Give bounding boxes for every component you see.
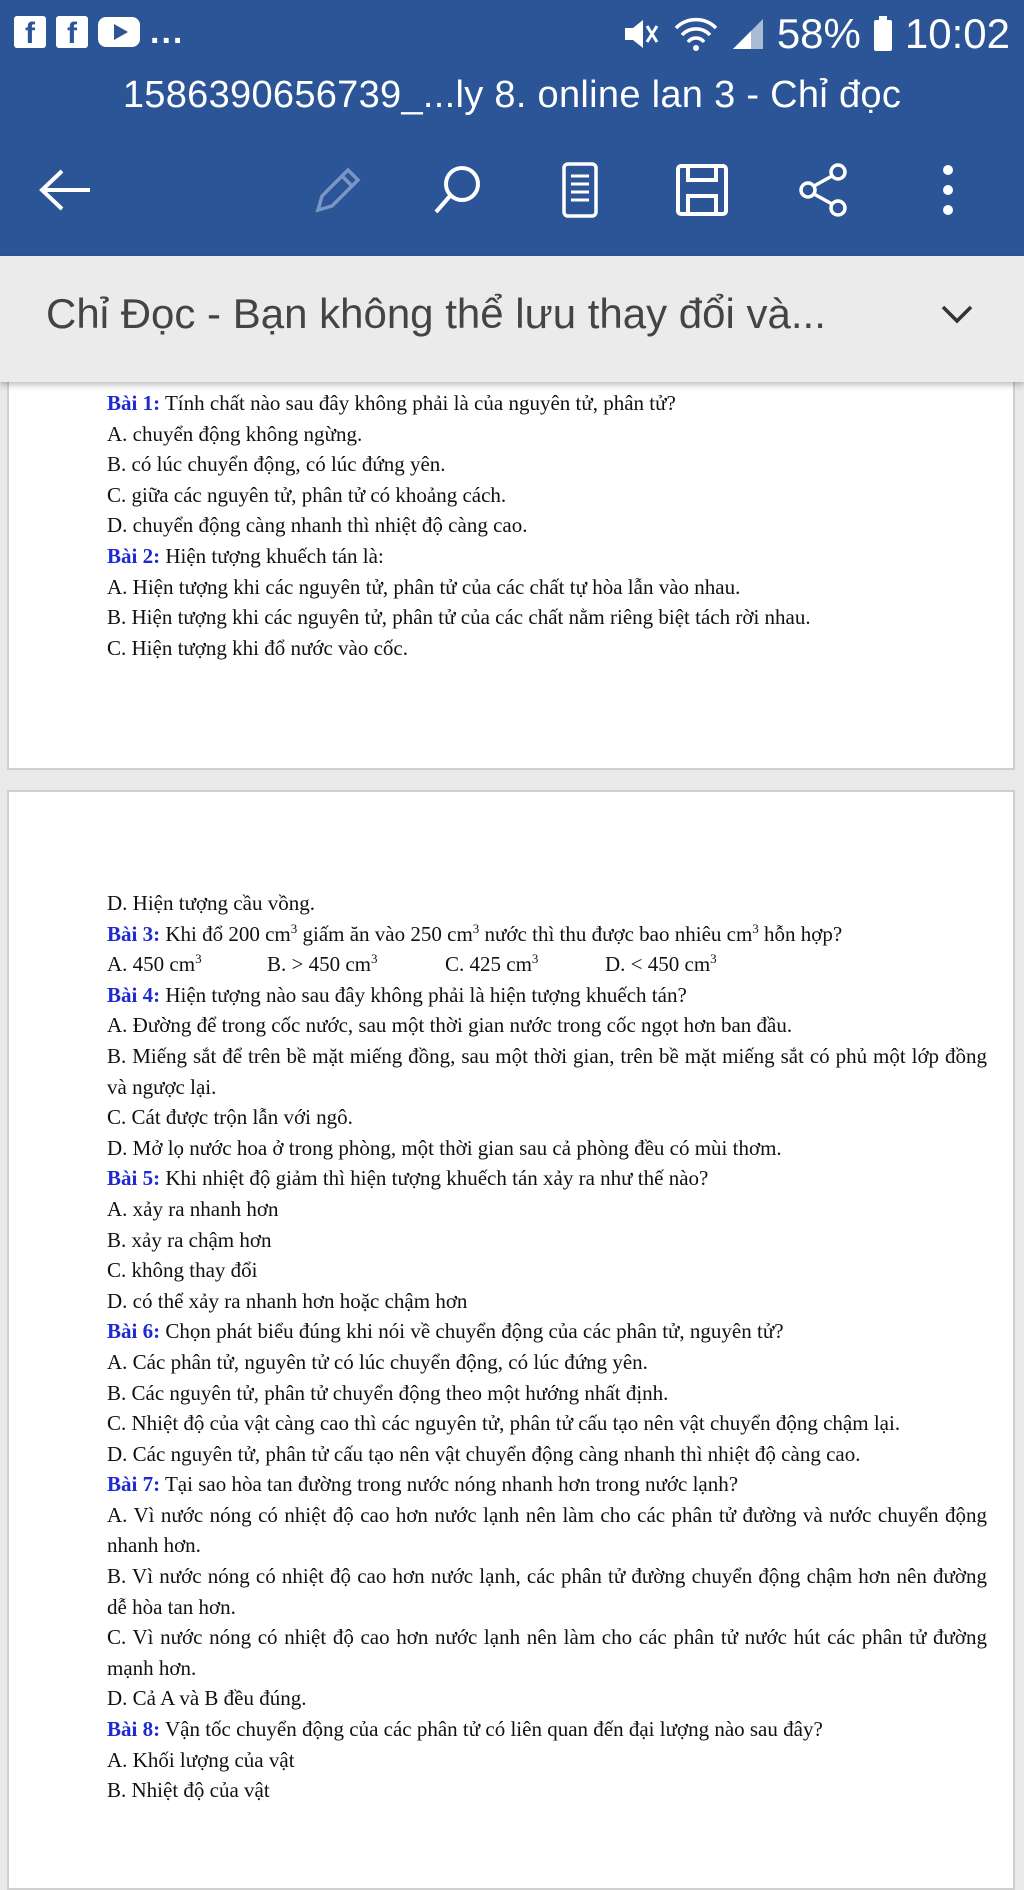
expand-banner-button[interactable] <box>940 304 974 331</box>
question-label: Bài 2: <box>107 543 161 568</box>
answer-text: B. Các nguyên tử, phân tử chuyển động theo một hướng nhất định. <box>107 1380 669 1405</box>
option-b: B. > 450 $cm^3$ <box>267 951 378 977</box>
answer-line <box>107 419 987 450</box>
answer-text: A. Vì nước nóng có nhiệt độ cao hơn nước lạnh nên làm cho các phân tử đường và nước chuyển động nhanh hơn. <box>107 1502 987 1558</box>
document-page-2 <box>7 790 1015 1890</box>
answer-line <box>107 1500 987 1561</box>
answer-line <box>107 1102 987 1133</box>
question-line <box>107 1469 987 1500</box>
question-text: Tại sao hòa tan đường trong nước nóng nhanh hơn trong nước lạnh? <box>160 1472 739 1497</box>
answer-text: A. Khối lượng của vật <box>107 1747 295 1772</box>
question-line <box>107 388 987 419</box>
answer-options-row <box>107 949 987 980</box>
answer-line <box>107 1775 987 1806</box>
clock: 10:02 <box>904 10 1010 57</box>
answer-line <box>107 1225 987 1256</box>
save-button[interactable] <box>662 150 742 230</box>
answer-line <box>107 1010 987 1041</box>
question-line <box>107 919 987 950</box>
answer-text: B. Nhiệt độ của vật <box>107 1778 270 1803</box>
answer-text: A. Các phân tử, nguyên tử có lúc chuyển động, có lúc đứng yên. <box>107 1349 648 1374</box>
question-line <box>107 980 987 1011</box>
answer-line <box>107 449 987 480</box>
answer-line <box>107 1347 987 1378</box>
answer-line <box>107 1622 987 1683</box>
document-page-1 <box>7 362 1015 770</box>
battery-percent: 58% <box>776 10 861 57</box>
answer-line <box>107 480 987 511</box>
page-2-content <box>107 888 987 1806</box>
question-label: Bài 5: <box>107 1166 161 1191</box>
question-label: Bài 3: <box>107 921 161 946</box>
question-line <box>107 1714 987 1745</box>
answer-line <box>107 510 987 541</box>
answer-line <box>107 1255 987 1286</box>
option-a: A. 450 $cm^3$ <box>107 951 202 977</box>
answer-line <box>107 602 987 633</box>
answer-line <box>107 1378 987 1409</box>
answer-line <box>107 1683 987 1714</box>
chevron-down-icon <box>940 304 974 326</box>
answer-text: D. Cả A và B đều đúng. <box>107 1686 307 1711</box>
question-text: Vận tốc chuyển động của các phân tử có liên quan đến đại lượng nào sau đây? <box>160 1717 823 1742</box>
toolbar <box>0 150 1024 230</box>
answer-text: D. Các nguyên tử, phân tử cấu tạo nên vật chuyển động càng nhanh thì nhiệt độ càng cao. <box>107 1441 861 1466</box>
answer-line <box>107 1561 987 1622</box>
answer-text: C. Vì nước nóng có nhiệt độ cao hơn nước lạnh nên làm cho các phân tử nước hút các phân tử đường mạnh hơn. <box>107 1625 987 1680</box>
answer-line <box>107 1286 987 1317</box>
answer-text: B. xảy ra chậm hơn <box>107 1227 272 1252</box>
question-line <box>107 1316 987 1347</box>
edit-pencil-icon <box>306 160 366 220</box>
page-2-lines <box>107 980 987 1806</box>
reading-view-button[interactable] <box>540 150 620 230</box>
answer-text: D. có thể xảy ra nhanh hơn hoặc chậm hơn <box>107 1288 468 1313</box>
answer-line: D. Hiện tượng cầu vồng. <box>107 891 315 915</box>
answer-line <box>107 1439 987 1470</box>
share-button[interactable] <box>784 150 864 230</box>
question-text: Hiện tượng khuếch tán là: <box>160 543 384 568</box>
answer-text: C. Nhiệt độ của vật càng cao thì các nguyên tử, phân tử cấu tạo nên vật chuyển động chậm lại. <box>107 1411 901 1436</box>
answer-text: B. Hiện tượng khi các nguyên tử, phân tử của các chất nằm riêng biệt tách rời nhau. <box>107 605 811 630</box>
read-only-banner[interactable] <box>0 256 1024 382</box>
answer-text: A. Đường để trong cốc nước, sau một thời gian nước trong cốc ngọt hơn ban đầu. <box>107 1013 793 1038</box>
answer-text: B. Vì nước nóng có nhiệt độ cao hơn nước lạnh, các phân tử đường chuyển động chậm hơn nên đường dễ hòa tan hơn. <box>107 1564 987 1619</box>
answer-text: D. chuyển động càng nhanh thì nhiệt độ càng cao. <box>107 513 528 538</box>
reading-view-icon <box>558 160 602 220</box>
answer-text: C. giữa các nguyên tử, phân tử có khoảng cách. <box>107 482 507 507</box>
search-button[interactable] <box>418 150 498 230</box>
question-label: Bài 8: <box>107 1717 161 1742</box>
answer-text: D. Mở lọ nước hoa ở trong phòng, một thời gian sau cả phòng đều có mùi thơm. <box>107 1135 782 1160</box>
answer-line <box>107 572 987 603</box>
page-1-content <box>107 388 987 663</box>
share-icon <box>794 160 854 220</box>
question-text: Khi đổ 200 $cm^3$ giấm ăn vào 250 $cm^3$ nước thì thu được bao nhiêu $cm^3$ hỗn hợp? <box>160 920 843 946</box>
option-d: D. < 450 $cm^3$ <box>605 951 717 977</box>
answer-text: A. xảy ra nhanh hơn <box>107 1196 279 1221</box>
document-title: 1586390656739_...ly 8. online lan 3 - Chỉ đọc <box>122 74 902 116</box>
answer-line <box>107 1041 987 1102</box>
answer-line <box>107 1194 987 1225</box>
answer-text: C. Cát được trộn lẫn với ngô. <box>107 1105 353 1130</box>
answer-line <box>107 1745 987 1776</box>
back-arrow-icon <box>36 165 96 215</box>
answer-text: A. chuyển động không ngừng. <box>107 421 363 446</box>
question-label: Bài 4: <box>107 982 161 1007</box>
save-icon <box>672 160 732 220</box>
question-label: Bài 1: <box>107 391 161 415</box>
option-c: C. 425 $cm^3$ <box>445 951 539 977</box>
back-button[interactable] <box>26 150 106 230</box>
question-label: Bài 6: <box>107 1319 161 1344</box>
answer-line <box>107 1408 987 1439</box>
answer-line <box>107 633 987 664</box>
answer-text: C. Hiện tượng khi đổ nước vào cốc. <box>107 635 409 660</box>
mute-icon <box>621 16 661 52</box>
more-options-icon <box>938 160 958 220</box>
answer-text: B. có lúc chuyển động, có lúc đứng yên. <box>107 452 446 477</box>
signal-icon <box>731 17 765 51</box>
facebook-icon: f <box>14 16 46 48</box>
answer-text: C. không thay đổi <box>107 1258 258 1283</box>
youtube-icon <box>98 17 140 47</box>
answer-text: A. Hiện tượng khi các nguyên tử, phân tử của các chất tự hòa lẫn vào nhau. <box>107 574 741 599</box>
question-line <box>107 1163 987 1194</box>
facebook-icon: f <box>56 16 88 48</box>
read-only-banner-text: Chỉ Đọc - Bạn không thể lưu thay đổi và... <box>46 290 826 337</box>
question-label: Bài 7: <box>107 1472 161 1497</box>
battery-icon <box>873 16 893 52</box>
question-text: Tính chất nào sau đây không phải là của nguyên tử, phân tử? <box>160 391 676 415</box>
answer-line <box>107 1133 987 1164</box>
search-icon <box>428 160 488 220</box>
wifi-icon <box>673 16 719 52</box>
edit-button[interactable] <box>296 150 376 230</box>
question-text: Khi nhiệt độ giảm thì hiện tượng khuếch tán xảy ra như thế nào? <box>160 1166 709 1191</box>
question-text: Hiện tượng nào sau đây không phải là hiện tượng khuếch tán? <box>160 982 687 1007</box>
document-viewport[interactable] <box>0 382 1024 1820</box>
more-options-button[interactable] <box>908 150 988 230</box>
answer-text: B. Miếng sắt để trên bề mặt miếng đồng, sau một thời gian, trên bề mặt miếng sắt có phủ một lớp đồng và ngược lại. <box>107 1043 987 1099</box>
app-header <box>0 0 1024 256</box>
status-bar <box>0 0 1024 70</box>
question-text: Chọn phát biểu đúng khi nói về chuyển động của các phân tử, nguyên tử? <box>160 1319 784 1344</box>
notification-overflow: ... <box>150 13 185 51</box>
question-line <box>107 541 987 572</box>
